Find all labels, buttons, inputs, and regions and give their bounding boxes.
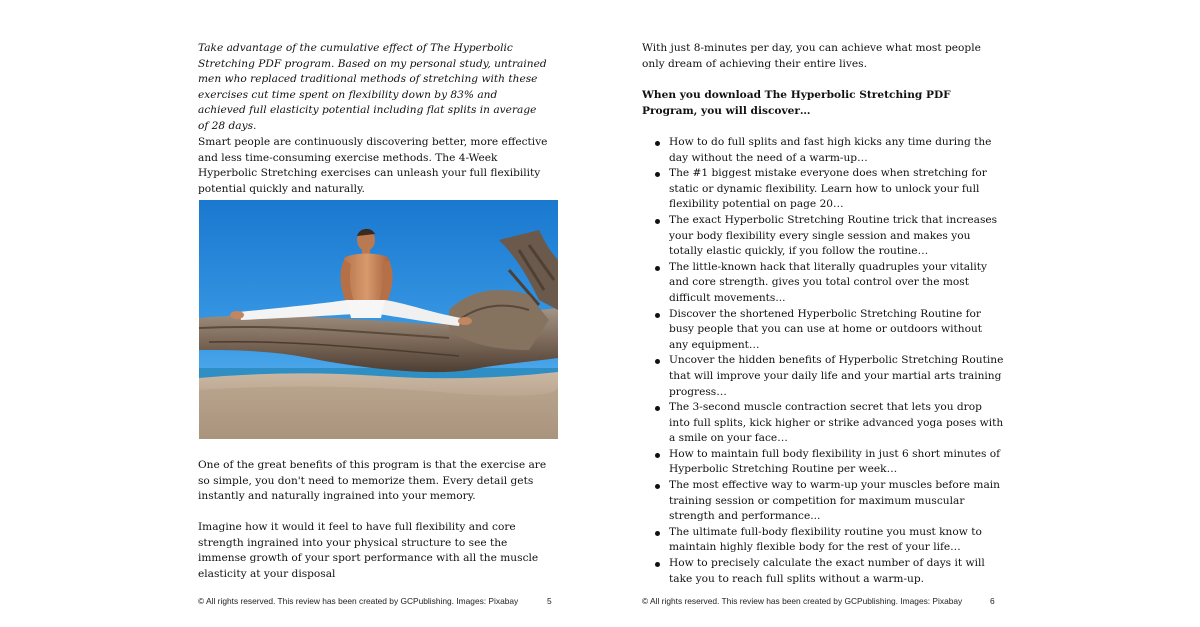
intro-paragraph: Take advantage of the cumulative effect of The Hyperbolic Stretching PDF program. Based on my personal study, untrained men who replaced traditional methods of stretching with these exercises cut time spent on flexibility down by 83% and achieved full elasticity potential including flat splits in average of 28 days. — [198, 42, 547, 132]
imagine-paragraph: Imagine how it would it feel to have full flexibility and core strength ingrained into your physical structure to see the immense growth of your sport performance with all the muscle elasticity at your disposal — [198, 521, 539, 580]
bullet-item: How to maintain full body flexibility in just 6 short minutes of Hyperbolic Stretching Routine per week… — [642, 447, 1004, 478]
bullet-dot-icon — [655, 562, 660, 567]
left-page — [198, 0, 560, 627]
bullet-dot-icon — [655, 219, 660, 224]
copyright-notice: © All rights reserved. This review has been created by GCPublishing. Images: Pixabay — [198, 596, 519, 606]
man-doing-splits-on-log-photo — [199, 200, 558, 439]
bullet-item: The ultimate full-body flexibility routine you must know to maintain highly flexible body for the rest of your life… — [642, 525, 1004, 556]
bullet-item: The exact Hyperbolic Stretching Routine trick that increases your body flexibility every single session and makes you totally elastic quickly, if you follow the routine… — [642, 213, 1004, 260]
bullet-dot-icon — [655, 172, 660, 177]
bullet-item: Uncover the hidden benefits of Hyperbolic Stretching Routine that will improve your daily life and your martial arts training progress… — [642, 353, 1004, 400]
page-number: 5 — [547, 596, 552, 606]
bullet-item: Discover the shortened Hyperbolic Stretching Routine for busy people that you can use at home or outdoors without any equipment… — [642, 307, 1004, 354]
bullet-dot-icon — [655, 531, 660, 536]
page-number: 6 — [990, 596, 995, 606]
eight-minutes-paragraph: With just 8-minutes per day, you can achieve what most people only dream of achieving their entire lives. — [642, 42, 981, 70]
bullet-dot-icon — [655, 453, 660, 458]
download-heading: When you download The Hyperbolic Stretching PDF Program, you will discover… — [642, 89, 951, 117]
bullet-item: How to do full splits and fast high kicks any time during the day without the need of a warm-up… — [642, 135, 1004, 166]
bullet-dot-icon — [655, 313, 660, 318]
bullet-dot-icon — [655, 484, 660, 489]
right-page — [642, 0, 1004, 627]
benefits-paragraph: One of the great benefits of this program is that the exercise are so simple, you don't need to memorize them. Every detail gets instantly and naturally ingrained into your memory. — [198, 459, 547, 503]
bullet-dot-icon — [655, 359, 660, 364]
bullet-item: The most effective way to warm-up your muscles before main training session or competition for maximum muscular strength and performance... — [642, 478, 1004, 525]
bullet-item: The little-known hack that literally quadruples your vitality and core strength. gives you total control over the most difficult movements... — [642, 260, 1004, 307]
bullet-dot-icon — [655, 266, 660, 271]
bullet-item: The #1 biggest mistake everyone does when stretching for static or dynamic flexibility. Learn how to unlock your full flexibility potential on page 20… — [642, 166, 1004, 213]
bullet-item: How to precisely calculate the exact number of days it will take you to reach full splits without a warm-up. — [642, 556, 1004, 587]
bullet-dot-icon — [655, 406, 660, 411]
smart-people-paragraph: Smart people are continuously discovering better, more effective and less time-consuming exercise methods. The 4-Week Hyperbolic Stretching exercises can unleash your full flexibility potential quickly and naturally. — [198, 136, 548, 195]
copyright-notice: © All rights reserved. This review has been created by GCPublishing. Images: Pixabay — [642, 596, 963, 606]
bullet-item: The 3-second muscle contraction secret that lets you drop into full splits, kick higher or strike advanced yoga poses with a smile on your face… — [642, 400, 1004, 447]
benefits-bullet-list — [642, 135, 1004, 587]
bullet-dot-icon — [655, 141, 660, 146]
